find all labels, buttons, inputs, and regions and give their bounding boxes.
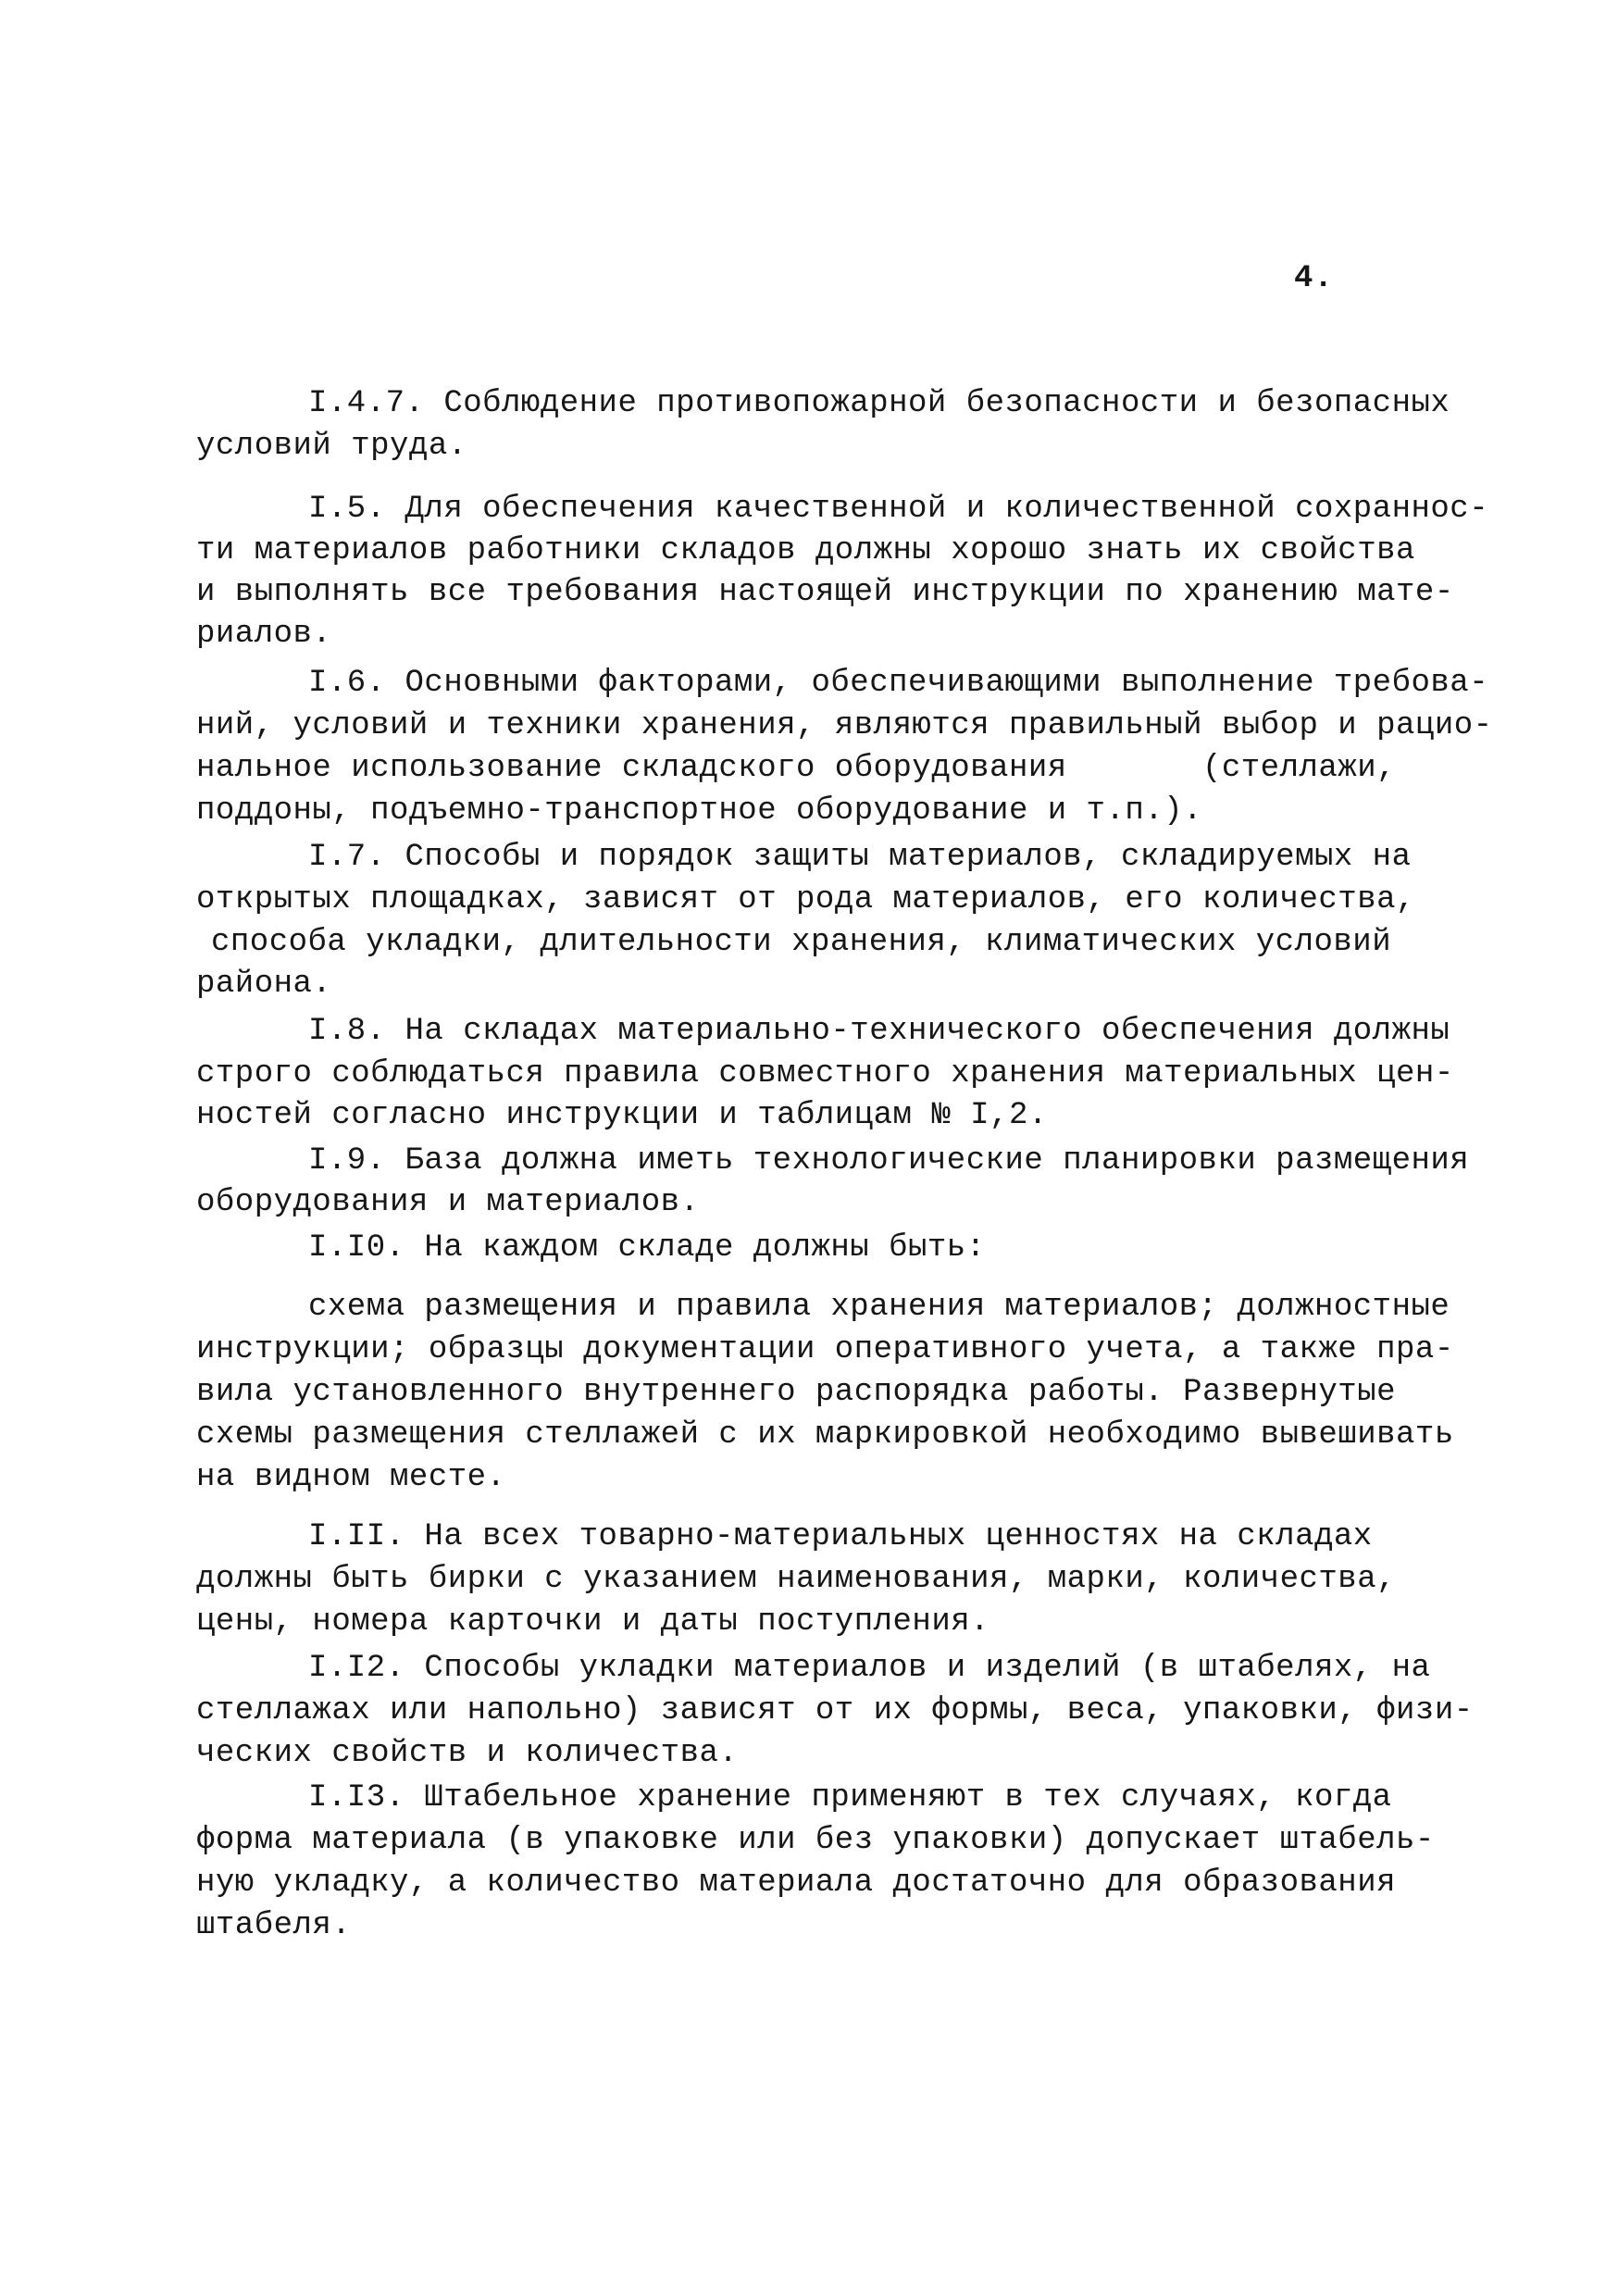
text-line: I.8. На складах материально-технического обеспечения должны	[308, 1014, 1450, 1049]
text-line: должны быть бирки с указанием наименования, марки, количества,	[196, 1562, 1397, 1597]
text-line: на видном месте.	[196, 1460, 506, 1495]
text-line: I.5. Для обеспечения качественной и количественной сохраннос-	[308, 492, 1489, 527]
text-line: схема размещения и правила хранения материалов; должностные	[308, 1290, 1450, 1325]
text-line: ческих свойств и количества.	[196, 1736, 739, 1771]
text-line: штабеля.	[196, 1908, 352, 1943]
text-line: I.4.7. Соблюдение противопожарной безопасности и безопасных	[308, 386, 1450, 421]
text-line: вила установленного внутреннего распорядка работы. Развернутые	[196, 1375, 1397, 1410]
text-line: способа укладки, длительности хранения, климатических условий	[211, 925, 1392, 960]
text-line: цены, номера карточки и даты поступления.	[196, 1604, 990, 1640]
text-line: I.7. Способы и порядок защиты материалов, складируемых на	[308, 840, 1412, 875]
text-line: схемы размещения стеллажей с их маркировкой необходимо вывешивать	[196, 1417, 1454, 1453]
text-line: стеллажах или напольно) зависят от их формы, веса, упаковки, физи-	[196, 1693, 1474, 1728]
text-line: I.II. На всех товарно-материальных ценностях на складах	[308, 1519, 1373, 1554]
text-line: I.I3. Штабельное хранение применяют в тех случаях, когда	[308, 1780, 1392, 1816]
text-line: и выполнять все требования настоящей инструкции по хранению мате-	[196, 575, 1454, 610]
text-line: I.9. База должна иметь технологические планировки размещения	[308, 1143, 1470, 1179]
text-line: поддоны, подъемно-транспортное оборудование и т.п.).	[196, 793, 1202, 829]
text-line: ти материалов работники складов должны хорошо знать их свойства	[196, 533, 1415, 568]
text-line: инструкции; образцы документации оперативного учета, а также пра-	[196, 1332, 1454, 1367]
text-line: ностей согласно инструкции и таблицам № I,2.	[196, 1098, 1048, 1133]
text-line: риалов.	[196, 617, 332, 652]
text-line: ную укладку, а количество материала достаточно для образования	[196, 1866, 1397, 1901]
text-line: I.I2. Способы укладки материалов и изделий (в штабелях, на	[308, 1651, 1431, 1686]
text-line: открытых площадках, зависят от рода материалов, его количества,	[196, 882, 1415, 917]
text-line: ний, условий и техники хранения, являются правильный выбор и рацио-	[196, 708, 1493, 743]
page-number: 4.	[1294, 261, 1334, 296]
text-line: района.	[196, 967, 332, 1002]
text-line: I.I0. На каждом складе должны быть:	[308, 1230, 986, 1266]
text-line: условий труда.	[196, 429, 467, 464]
text-line: оборудования и материалов.	[196, 1185, 700, 1220]
text-line: строго соблюдаться правила совместного хранения материальных цен-	[196, 1056, 1454, 1092]
text-line: нальное использование складского оборудования (стеллажи,	[196, 751, 1397, 786]
text-line: I.6. Основными факторами, обеспечивающими выполнение требова-	[308, 666, 1489, 701]
text-line: форма материала (в упаковке или без упаковки) допускает штабель-	[196, 1823, 1435, 1858]
